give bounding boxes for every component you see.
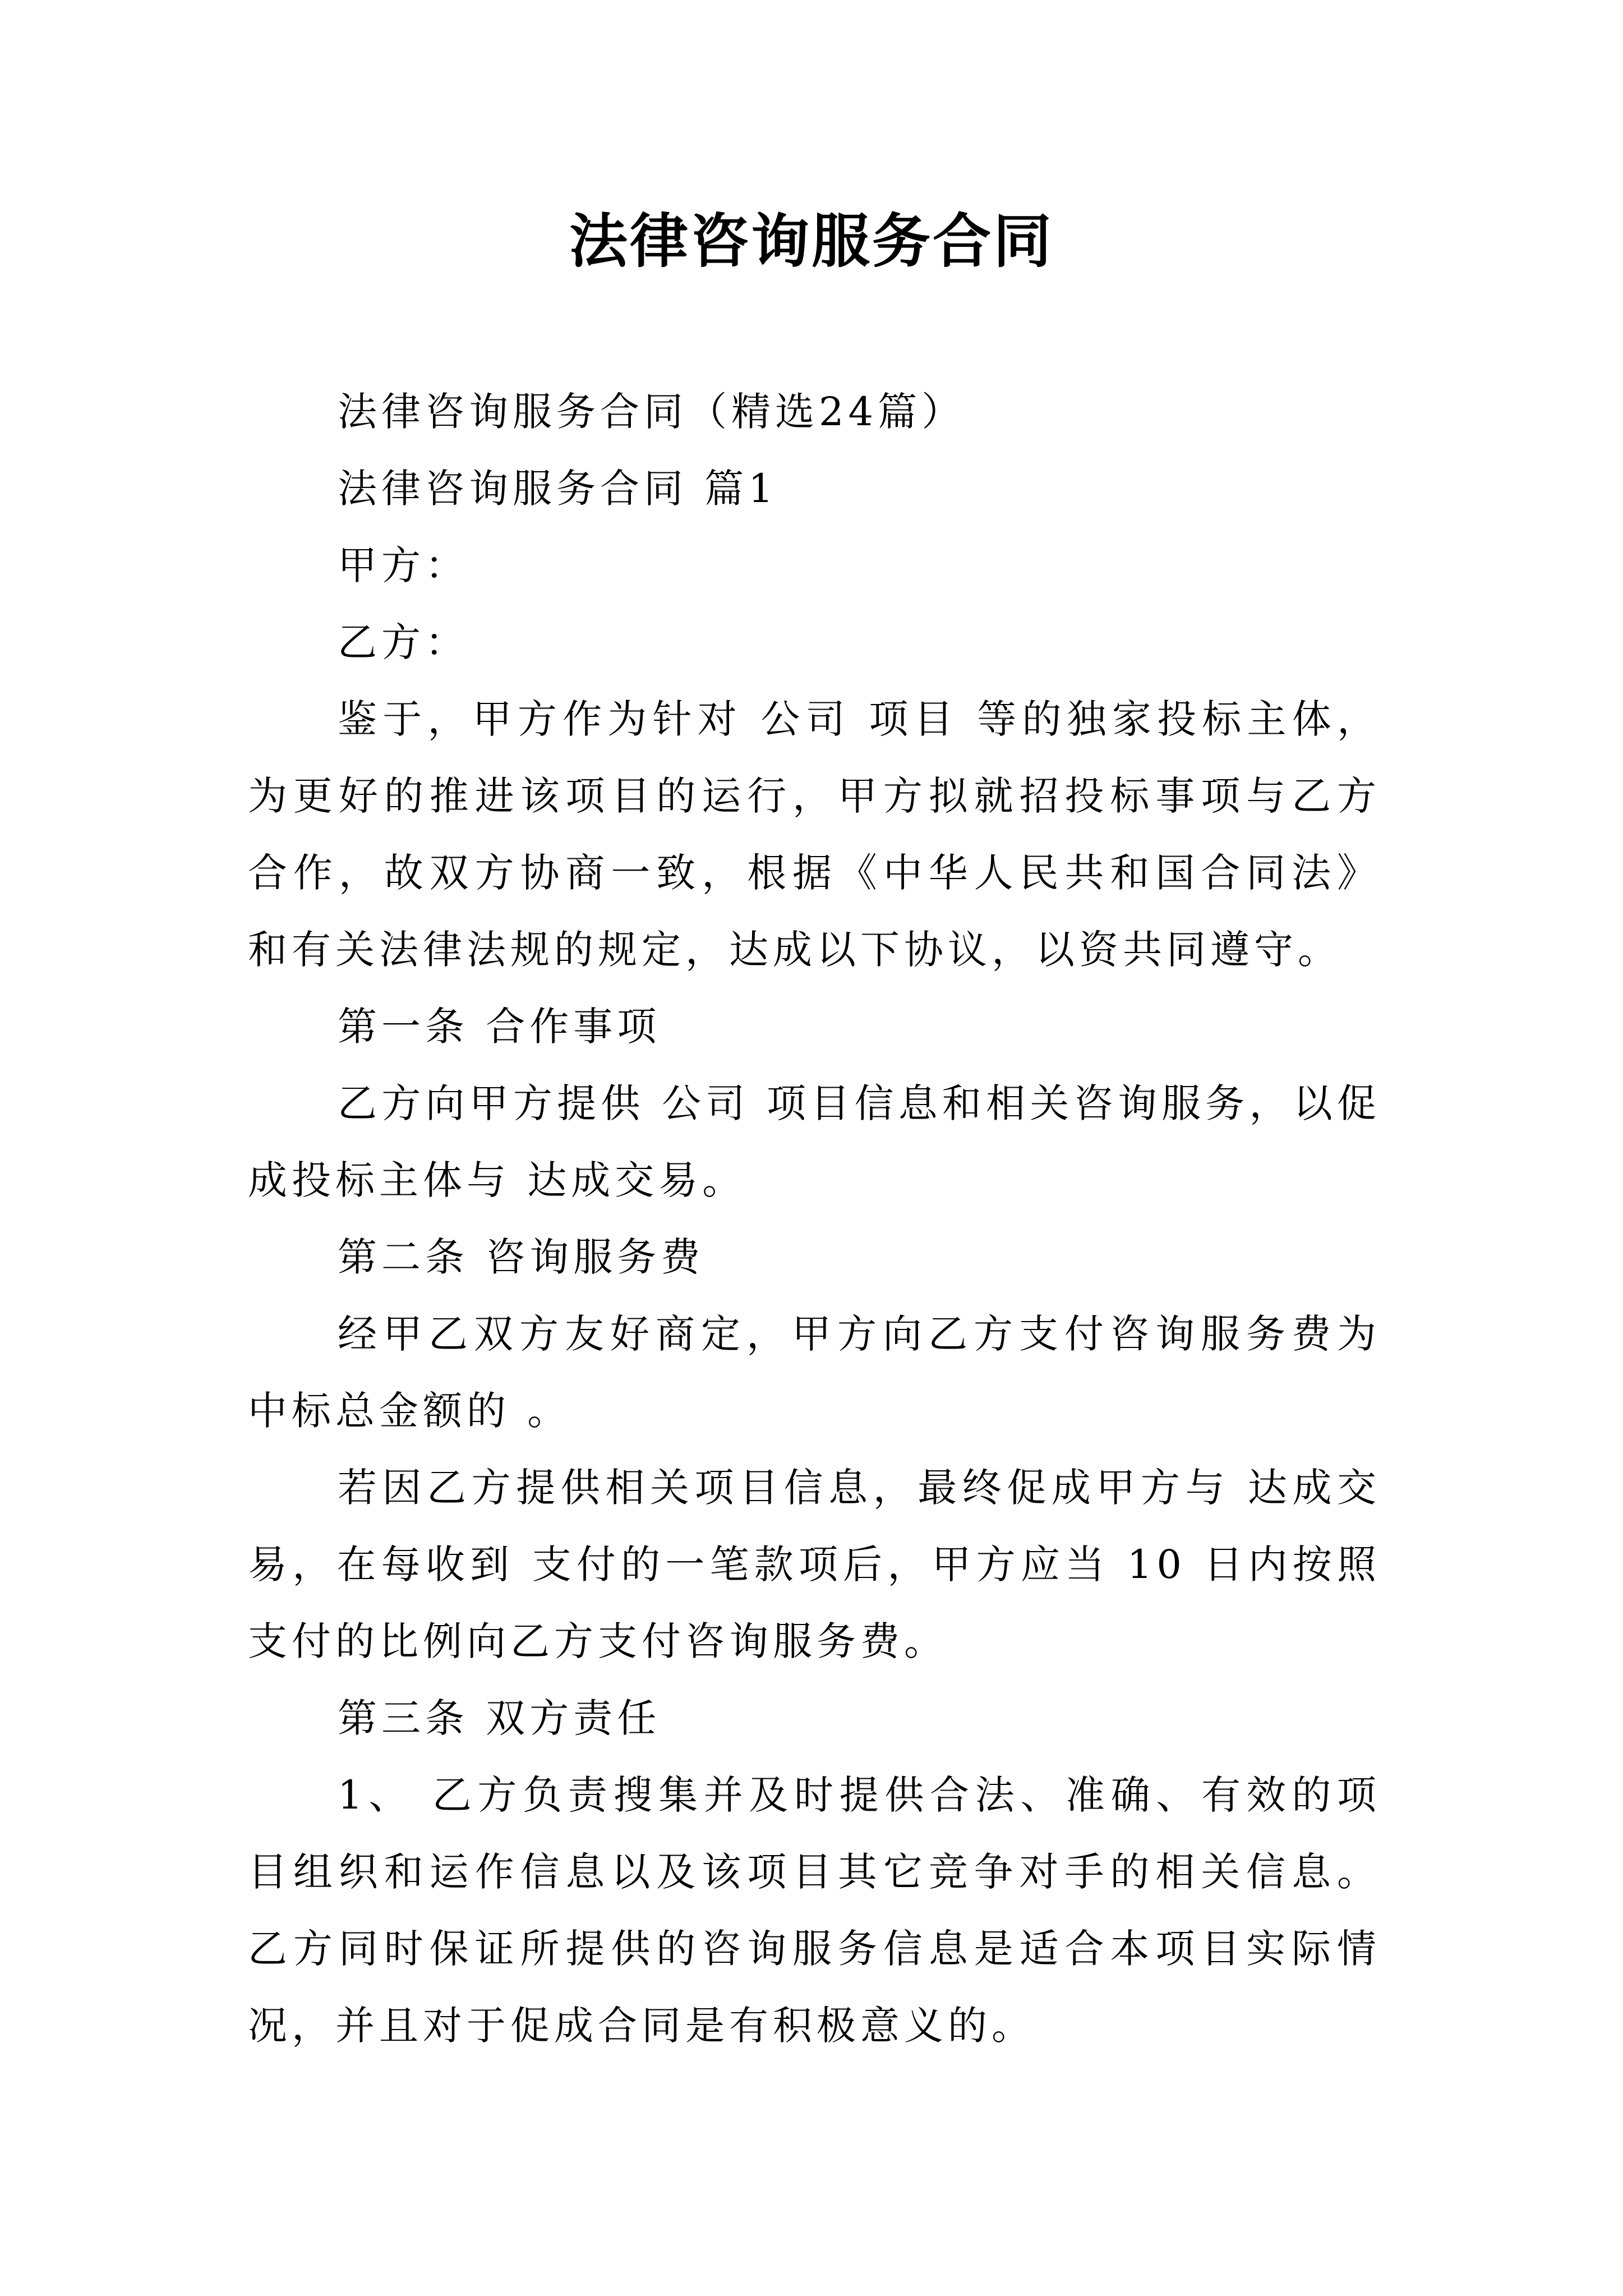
document-body [248, 374, 1381, 2064]
paragraph-article-2-body-1: 经甲乙双方友好商定，甲方向乙方支付咨询服务费为中标总金额的 。 [248, 1311, 1381, 1434]
paragraph-party-b: 乙方： [338, 619, 469, 665]
document-title: 法律咨询服务合同 [569, 206, 1054, 275]
paragraph-subtitle: 法律咨询服务合同（精选24篇） [338, 389, 966, 435]
paragraph-article-1-body: 乙方向甲方提供 公司 项目信息和相关咨询服务，以促成投标主体与 达成交易。 [248, 1080, 1381, 1203]
paragraph-article-2-heading: 第二条 咨询服务费 [338, 1234, 705, 1280]
paragraph-article-1-heading: 第一条 合作事项 [338, 1004, 661, 1050]
paragraph-article-3-heading: 第三条 双方责任 [338, 1695, 661, 1741]
paragraph-section-heading: 法律咨询服务合同 篇1 [338, 466, 778, 512]
paragraph-preamble: 鉴于，甲方作为针对 公司 项目 等的独家投标主体，为更好的推进该项目的运行，甲方拟就招投标事项与乙方合作，故双方协商一致，根据《中华人民共和国合同法》和有关法律法规的规定，达成以下协议，以资共同遵守。 [248, 696, 1381, 973]
paragraph-party-a: 甲方： [338, 542, 469, 588]
paragraph-article-2-body-2: 若因乙方提供相关项目信息，最终促成甲方与 达成交易，在每收到 支付的一笔款项后，甲方应当 10 日内按照支付的比例向乙方支付咨询服务费。 [248, 1465, 1381, 1664]
paragraph-article-3-item-1: 1、 乙方负责搜集并及时提供合法、准确、有效的项目组织和运作信息以及该项目其它竞争对手的相关信息。乙方同时保证所提供的咨询服务信息是适合本项目实际情况，并且对于促成合同是有积极意义的。 [248, 1772, 1381, 2049]
